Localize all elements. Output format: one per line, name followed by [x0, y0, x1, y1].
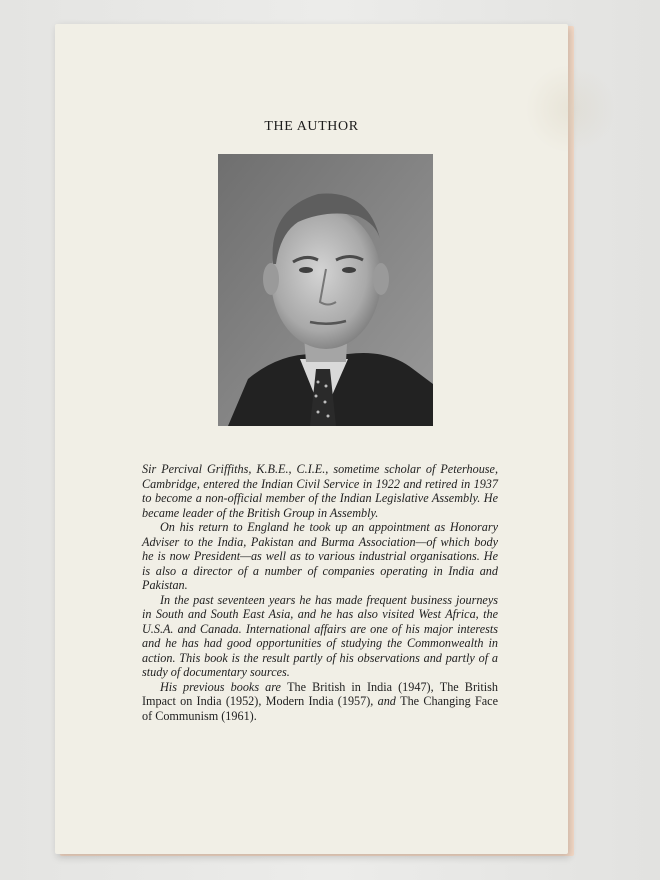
bio-paragraph-1: Sir Percival Griffiths, K.B.E., C.I.E., sometime scholar of Peterhouse, Cambridge, entered the Indian Civil Service in 1922 and retired in 1937 to become a non-official member of the Indian Legislative Assembly. He became leader of the British Group in Assembly. [142, 462, 498, 520]
section-heading: THE AUTHOR [264, 119, 359, 134]
books-sep-1: , [430, 679, 440, 694]
book-back-cover [55, 24, 568, 854]
bio-paragraph-3: In the past seventeen years he has made frequent business journeys in South and South East Asia, and he has also visited West Africa, the U.S.A. and Canada. International affairs are one of his major interests and he has had good opportunities of studying the Commonwealth in action. This book is the result partly of his observations and partly of a study of documentary sources. [142, 592, 498, 679]
cover-stain [525, 64, 615, 154]
portrait-image [218, 154, 433, 426]
books-end: . [253, 708, 257, 723]
book-title-1: The British in India (1947) [287, 679, 431, 694]
book-title-3: Modern India (1957) [265, 694, 371, 708]
author-portrait [218, 154, 433, 426]
book-title-2: The British Impact on India (1952) [142, 679, 498, 708]
books-intro: His previous books are [160, 679, 288, 694]
books-sep-3: , and [370, 694, 401, 708]
author-bio [142, 462, 498, 723]
bio-paragraph-2: On his return to England he took up an appointment as Honorary Adviser to the India, Pakistan and Burma Association—of which body he is now President—as well as to various industrial organisations. He is also a director of a number of companies operating in India and Pakistan. [142, 520, 498, 592]
books-sep-2: , [258, 694, 266, 708]
bio-paragraph-books [142, 680, 498, 724]
book-title-4: The Changing Face of Communism (1961) [142, 694, 499, 723]
